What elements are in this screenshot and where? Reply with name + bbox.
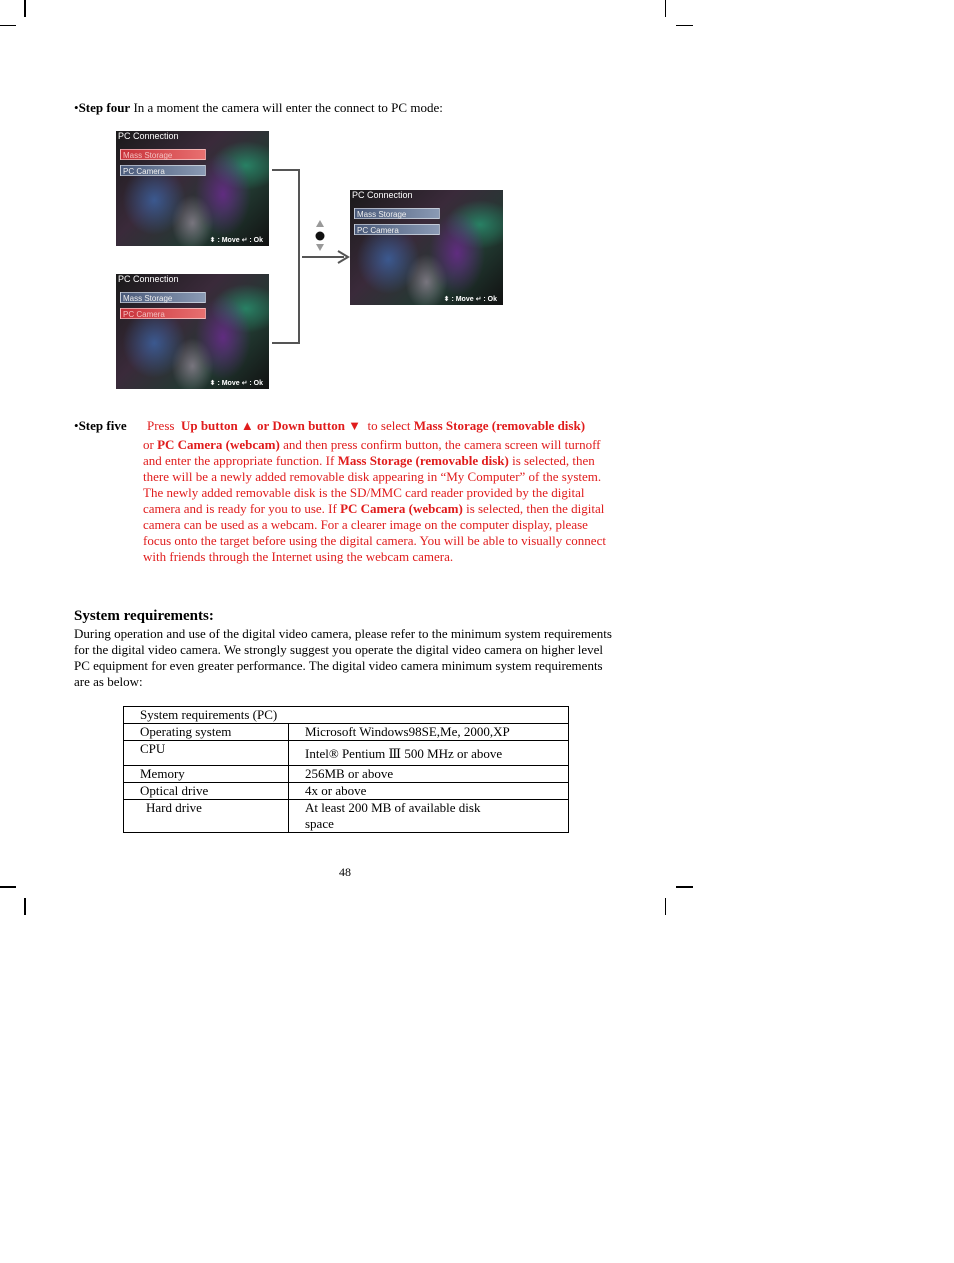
menu-option-pc-camera: PC Camera: [354, 224, 440, 235]
screen-title: PC Connection: [118, 131, 179, 141]
step-five-label: Step five: [78, 418, 127, 433]
table-row: [124, 766, 569, 783]
screen-footer: ⬍ : Move ↵ : Ok: [443, 296, 497, 303]
table-cell-label: Memory: [124, 766, 289, 783]
step-four-text: In a moment the camera will enter the connect to PC mode:: [133, 100, 443, 115]
bullet: •: [74, 418, 79, 433]
step-four-label: Step four: [78, 100, 131, 115]
table-row: [124, 724, 569, 741]
table-header-row: [124, 707, 569, 724]
step-five-first-line: [147, 418, 627, 434]
screen-title: PC Connection: [352, 190, 413, 200]
crop-mark: [676, 886, 693, 888]
mass-storage-text: Mass Storage (removable disk): [413, 418, 586, 433]
page-number: 48: [339, 865, 351, 879]
up-down-button-text: Up button ▲ or Down button ▼: [180, 418, 362, 433]
screen-footer: ⬍ : Move ↵ : Ok: [209, 380, 263, 387]
camera-screen-mass-storage-selected: [116, 131, 269, 246]
camera-screen-pc-camera-selected: [116, 274, 269, 389]
system-requirements-heading: System requirements:: [74, 608, 214, 624]
table-cell-label: CPU: [124, 741, 289, 766]
table-cell-label: Operating system: [124, 724, 289, 741]
step-five-label-block: [74, 418, 127, 434]
menu-option-pc-camera: PC Camera: [120, 165, 206, 176]
to-select-text: to select: [367, 418, 411, 433]
table-cell-value: At least 200 MB of available disk space: [289, 800, 569, 833]
bullet: •: [74, 100, 79, 115]
table-cell-label: Optical drive: [124, 783, 289, 800]
press-text: Press: [147, 418, 175, 433]
pc-camera-text-2: PC Camera (webcam): [340, 501, 463, 516]
crop-mark: [0, 886, 16, 888]
screen-title: PC Connection: [118, 274, 179, 284]
step-four-line: [74, 100, 634, 116]
table-cell-label: Hard drive: [124, 800, 289, 833]
table-row: [124, 783, 569, 800]
crop-mark: [665, 0, 666, 17]
crop-mark: [665, 898, 666, 915]
step-five-text-2: is selected, then there will be a newly added removable disk appearing in “My Computer” of the system. The newly added removable disk is the SD/MMC card reader provided by the digital camera and is ready for you to use. If: [143, 453, 602, 516]
crop-mark: [24, 898, 26, 915]
table-header-cell: System requirements (PC): [124, 707, 569, 724]
connector-diagram: [270, 165, 352, 350]
crop-mark: [676, 25, 693, 26]
table-cell-value: 4x or above: [289, 783, 569, 800]
crop-mark: [24, 0, 26, 17]
crop-mark: [0, 25, 16, 26]
table-cell-value: Intel® Pentium Ⅲ 500 MHz or above: [289, 741, 569, 766]
or-text: or: [143, 437, 154, 452]
menu-option-mass-storage: Mass Storage: [120, 149, 206, 160]
step-five-text-1: and then press confirm button, the camera screen will turnoff and enter the appropriate function. If: [143, 437, 601, 468]
table-row: [124, 741, 569, 766]
table-cell-value: Microsoft Windows98SE,Me, 2000,XP: [289, 724, 569, 741]
menu-option-mass-storage: Mass Storage: [120, 292, 206, 303]
camera-screen-default: [350, 190, 503, 305]
table-cell-value: 256MB or above: [289, 766, 569, 783]
step-five-text-3: is selected, then the digital camera can be used as a webcam. For a clearer image on the computer display, please focus onto the target before using the digital camera. You will be able to visually connect with friends through the Internet using the webcam camera.: [143, 501, 606, 564]
system-requirements-paragraph: During operation and use of the digital video camera, please refer to the minimum system requirements for the digital video camera. We strongly suggest you operate the digital video camera on higher level PC equipment for even greater performance. The digital video camera minimum system requirements are as below:: [74, 626, 612, 689]
menu-option-mass-storage: Mass Storage: [354, 208, 440, 219]
step-five-paragraph: [143, 437, 618, 565]
screen-footer: ⬍ : Move ↵ : Ok: [209, 237, 263, 244]
menu-option-pc-camera: PC Camera: [120, 308, 206, 319]
system-requirements-table: [123, 706, 569, 833]
table-row: [124, 800, 569, 833]
pc-camera-text: PC Camera (webcam): [157, 437, 280, 452]
mass-storage-text-2: Mass Storage (removable disk): [337, 453, 509, 468]
